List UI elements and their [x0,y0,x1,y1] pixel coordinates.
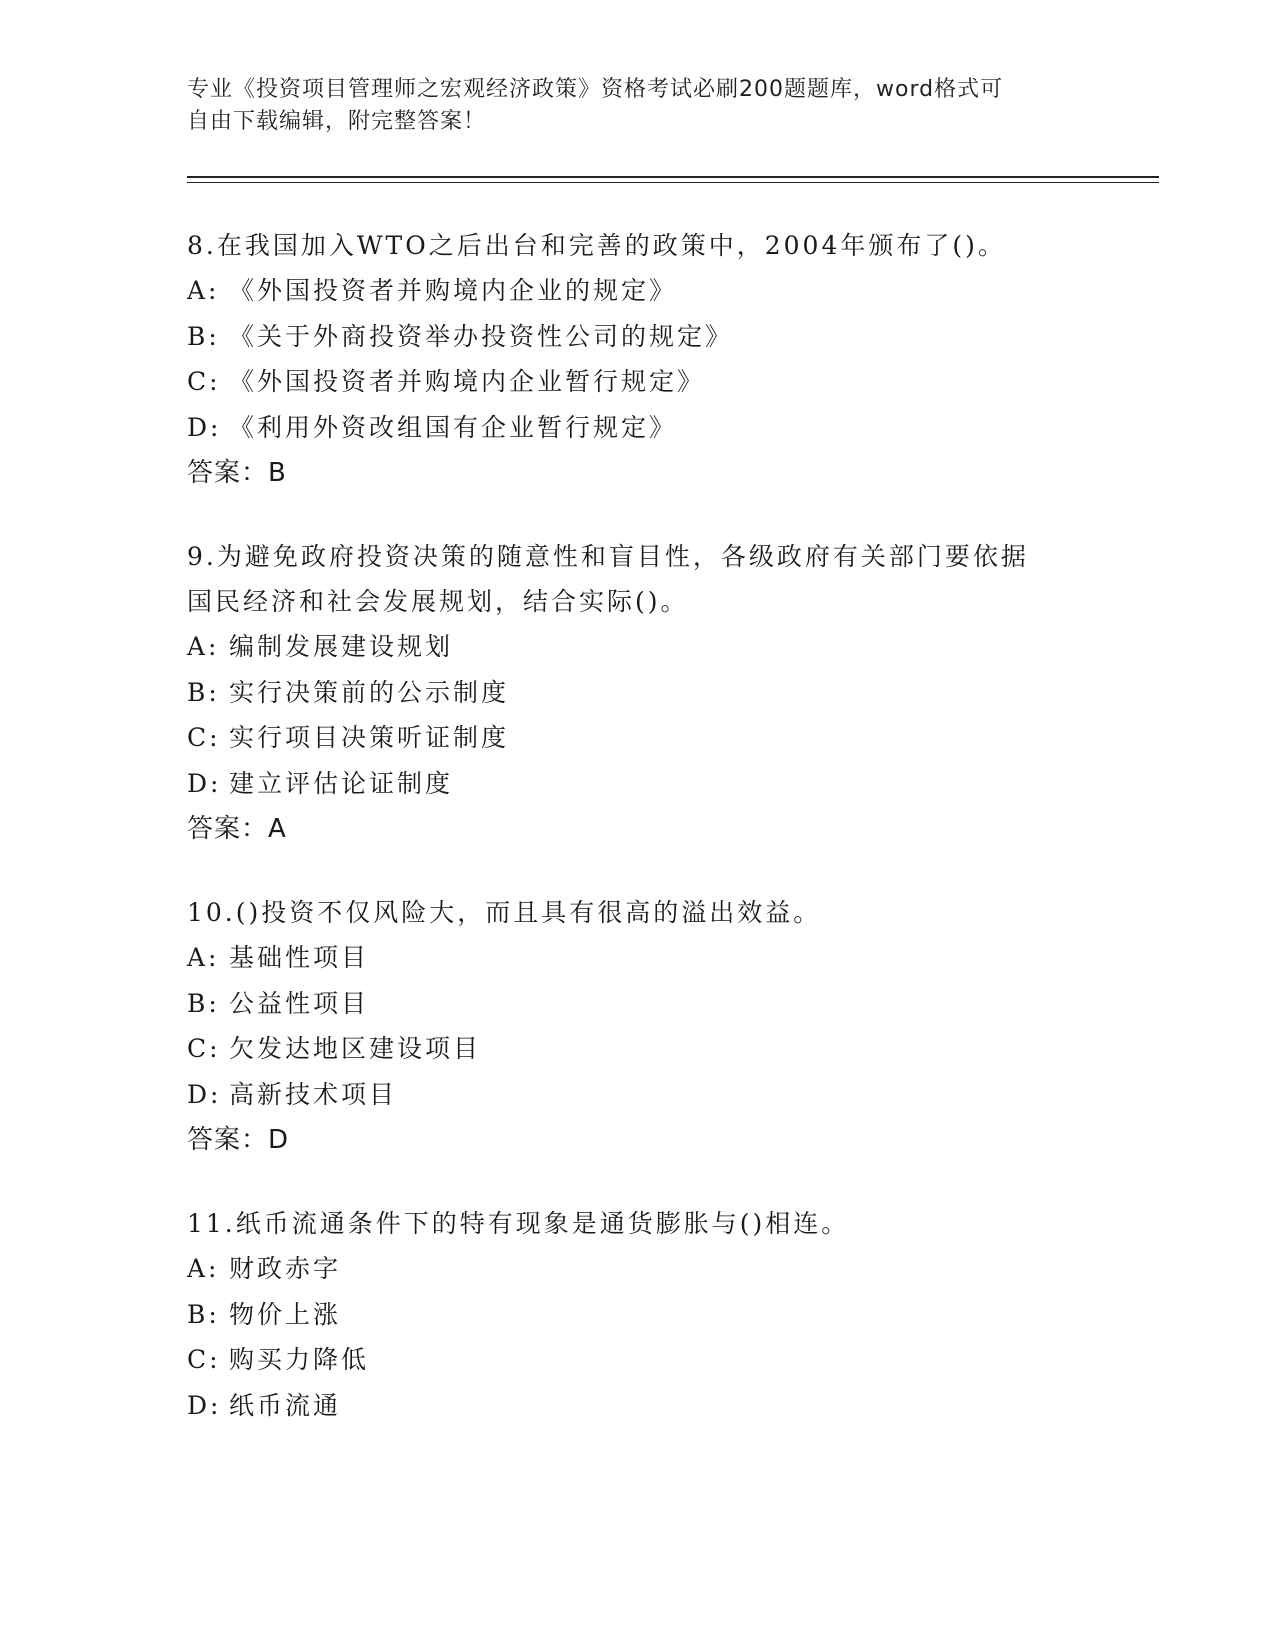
question-10 [187,890,1087,1163]
option-a [187,935,1087,981]
answer-label: 答案：A [187,814,287,844]
option-c [187,1337,1087,1383]
question-stem-line: 8.在我国加入WTO之后出台和完善的政策中，2004年颁布了()。 [187,231,1006,260]
question-11 [187,1201,1087,1428]
option-letter: B: [187,677,220,707]
question-8 [187,223,1087,496]
option-c [187,1026,1087,1072]
option-text: 物价上涨 [229,1299,342,1329]
question-stem-line: 10.()投资不仅风险大，而且具有很高的溢出效益。 [187,898,822,927]
document-header [187,74,1067,138]
option-text: 《外国投资者并购境内企业暂行规定》 [229,367,706,396]
option-b [187,1292,1087,1338]
option-letter: A: [187,276,220,305]
option-text: 购买力降低 [229,1345,370,1374]
question-stem-line: 9.为避免政府投资决策的随意性和盲目性，各级政府有关部门要依据 [187,542,1029,571]
option-text: 建立评估论证制度 [229,768,454,798]
option-letter: A: [187,1254,220,1283]
header-title-line-1: 专业《投资项目管理师之宏观经济政策》资格考试必刷200题题库，word格式可 [187,77,1004,102]
option-text: 《利用外资改组国有企业暂行规定》 [229,412,678,442]
option-a [187,1246,1087,1292]
option-letter: C: [187,723,221,752]
question-stem-line: 11.纸币流通条件下的特有现象是通货膨胀与()相连。 [187,1209,850,1238]
option-letter: B: [187,321,220,351]
option-c [187,359,1087,405]
option-text: 财政赤字 [229,1254,342,1283]
option-d [187,761,1087,807]
option-letter: D: [187,1079,222,1109]
header-divider-thin [187,182,1159,183]
option-text: 纸币流通 [229,1390,342,1420]
option-text: 基础性项目 [229,943,370,972]
option-letter: A: [187,632,220,661]
option-text: 编制发展建设规划 [229,632,454,661]
option-letter: B: [187,988,220,1018]
option-text: 《关于外商投资举办投资性公司的规定》 [229,321,734,351]
question-list [187,223,1087,1466]
option-letter: C: [187,1034,221,1063]
option-a [187,624,1087,670]
question-stem [187,534,1087,624]
header-title-line-2: 自由下载编辑，附完整答案！ [187,109,487,134]
option-letter: D: [187,1390,222,1420]
option-b [187,981,1087,1027]
option-b [187,314,1087,360]
option-text: 《外国投资者并购境内企业的规定》 [229,276,678,305]
option-b [187,670,1087,716]
option-c [187,715,1087,761]
question-stem-line: 国民经济和社会发展规划，结合实际()。 [187,587,689,616]
question-9 [187,534,1087,852]
answer-label: 答案：B [187,458,287,488]
question-stem [187,223,1087,268]
option-text: 高新技术项目 [229,1079,398,1109]
option-d [187,405,1087,451]
option-d [187,1383,1087,1429]
answer-label: 答案：D [187,1125,290,1155]
option-text: 欠发达地区建设项目 [229,1034,482,1063]
option-letter: A: [187,943,220,972]
option-text: 实行项目决策听证制度 [229,723,510,752]
option-letter: C: [187,1345,221,1374]
question-stem [187,1201,1087,1246]
header-divider-thick [187,176,1159,178]
option-text: 公益性项目 [229,988,370,1018]
option-a [187,268,1087,314]
option-d [187,1072,1087,1118]
option-letter: B: [187,1299,220,1329]
option-letter: C: [187,367,221,396]
option-text: 实行决策前的公示制度 [229,677,510,707]
option-letter: D: [187,768,222,798]
option-letter: D: [187,412,222,442]
question-stem [187,890,1087,935]
